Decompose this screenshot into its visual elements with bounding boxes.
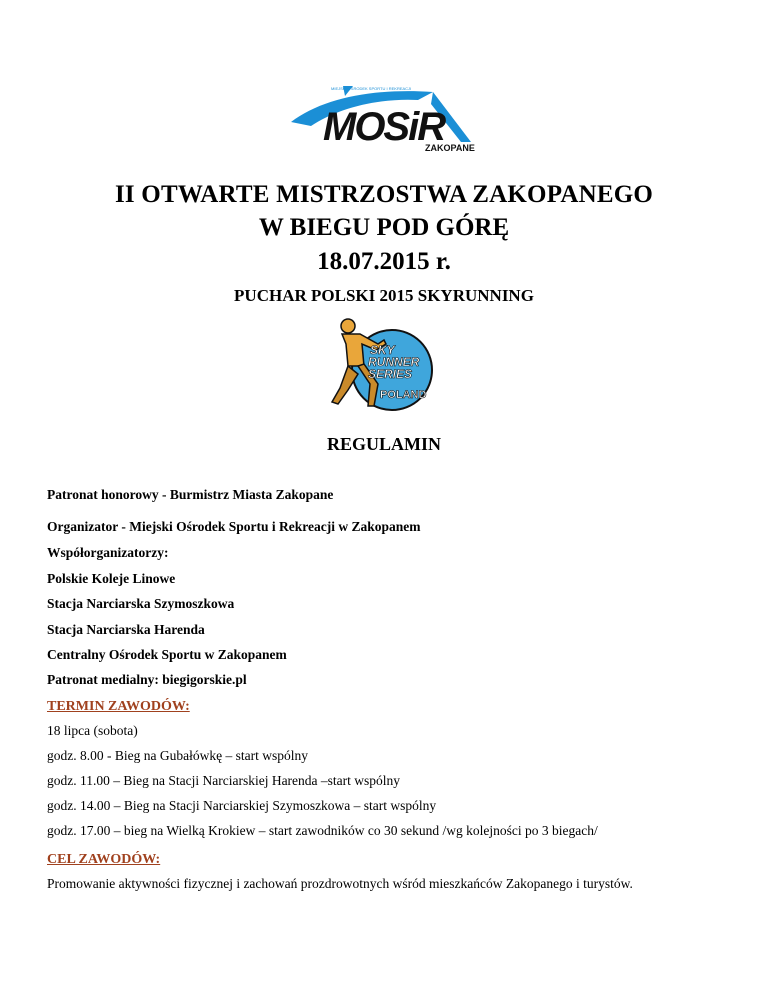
termin-heading: TERMIN ZAWODÓW:	[47, 699, 190, 714]
termin-line: godz. 17.00 – bieg na Wielką Krokiew – start zawodników co 30 sekund /wg kolejności po 3 biegach/	[47, 823, 598, 838]
organizer-line: Patronat medialny: biegigorskie.pl	[47, 672, 247, 687]
title-line-1: II OTWARTE MISTRZOSTWA ZAKOPANEGO	[114, 181, 653, 208]
logo-main-text: MOSiR	[323, 105, 445, 149]
organizer-line: Patronat honorowy - Burmistrz Miasta Zakopane	[47, 487, 334, 502]
sky-logo-line1: SKY	[370, 343, 395, 357]
sky-logo-line2: RUNNER	[368, 355, 420, 369]
termin-line: 18 lipca (sobota)	[47, 723, 138, 738]
cel-text: Promowanie aktywności fizycznej i zachowań prozdrowotnych wśród mieszkańców Zakopanego i turystów.	[47, 876, 633, 891]
organizer-line: Polskie Koleje Linowe	[47, 571, 176, 586]
organizer-line: Organizator - Miejski Ośrodek Sportu i Rekreacji w Zakopanem	[47, 519, 421, 534]
regulamin-heading: REGULAMIN	[326, 434, 441, 454]
logo-sub-text: ZAKOPANE	[425, 143, 475, 153]
sky-logo-line3: SERIES	[368, 367, 413, 381]
sky-logo-line4: POLAND	[380, 389, 427, 401]
subtitle: PUCHAR POLSKI 2015 SKYRUNNING	[234, 286, 534, 305]
organizer-line: Stacja Narciarska Szymoszkowa	[47, 596, 235, 611]
termin-line: godz. 14.00 – Bieg na Stacji Narciarskiej Szymoszkowa – start wspólny	[47, 798, 437, 813]
organizer-line: Centralny Ośrodek Sportu w Zakopanem	[47, 647, 287, 662]
organizer-line: Stacja Narciarska Harenda	[47, 622, 205, 637]
mosir-logo	[283, 78, 485, 162]
organizer-line: Współorganizatorzy:	[47, 545, 169, 560]
termin-line: godz. 11.00 – Bieg na Stacji Narciarskiej Harenda –start wspólny	[47, 773, 401, 788]
logo-tiny-text: MIEJSKI OŚRODEK SPORTU I REKREACJI	[331, 86, 412, 91]
event-date: 18.07.2015 r.	[317, 248, 451, 275]
termin-line: godz. 8.00 - Bieg na Gubałówkę – start wspólny	[47, 748, 308, 763]
skyrunner-logo	[318, 314, 438, 412]
title-line-2: W BIEGU POD GÓRĘ	[258, 214, 510, 241]
cel-heading: CEL ZAWODÓW:	[47, 852, 161, 867]
